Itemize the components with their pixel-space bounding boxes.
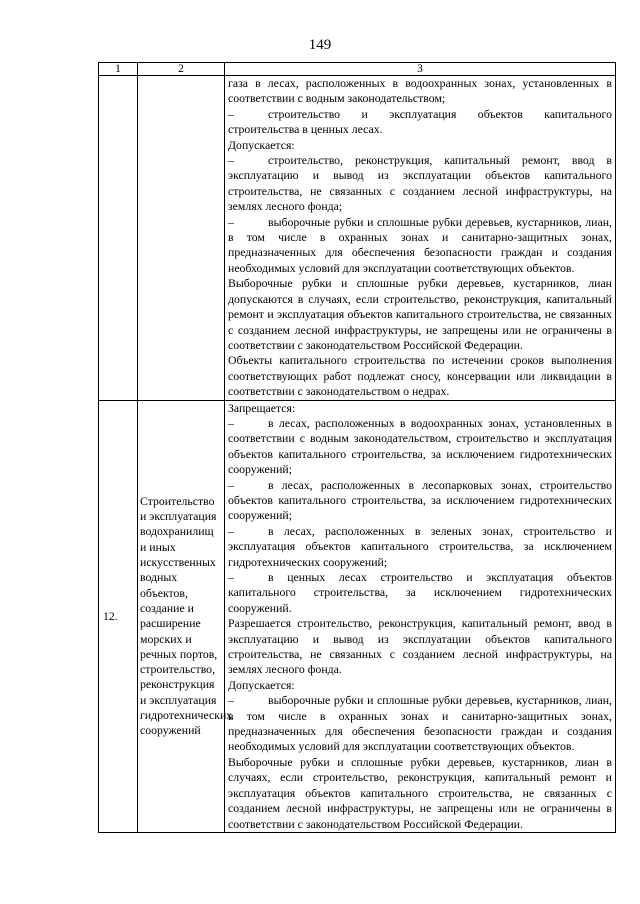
dash-marker: – bbox=[228, 570, 234, 584]
row-description-cell bbox=[225, 76, 616, 401]
row-name-cell: Строительство и эксплуатация водохранилищ и иных искусственных водных объектов, создание и расширение морских и речных портов, строительство, реконструкция и эксплуатация гидротехнических сооружений bbox=[138, 400, 225, 832]
bullet-text: строительство, реконструкция, капитальный ремонт, ввод в эксплуатацию и вывод из эксплуатации объектов капитального строительства, не связанных с созданием лесной инфраструктуры, на землях лесного фонда; bbox=[228, 153, 612, 214]
page-number: 149 bbox=[308, 37, 332, 53]
dash-marker: – bbox=[228, 214, 234, 229]
dash-marker: – bbox=[228, 523, 234, 538]
paragraph: газа в лесах, расположенных в водоохранных зонах, установленных в соответствии с водным законодательством; bbox=[228, 76, 612, 106]
bullet-text: в лесах, расположенных в водоохранных зонах, установленных в соответствии с водным законодательством, строительство и эксплуатация объектов капитального строительства, за исключением гидротехнических сооружений; bbox=[228, 415, 612, 477]
row-number-cell bbox=[99, 76, 138, 401]
row-description bbox=[228, 401, 612, 832]
bullet-item bbox=[228, 215, 612, 277]
column-header-1: 1 bbox=[99, 63, 138, 76]
bullet-text: в лесах, расположенных в зеленых зонах, строительство и эксплуатация объектов капитального строительства, за исключением гидротехнических сооружений; bbox=[228, 523, 612, 569]
bullet-item bbox=[228, 107, 612, 138]
bullet-item bbox=[228, 570, 612, 616]
bullet-text: строительство и эксплуатация объектов капитального строительства в ценных лесах. bbox=[228, 106, 612, 137]
bullet-text: выборочные рубки и сплошные рубки деревьев, кустарников, лиан, в том числе в охранных зонах и санитарно-защитных зонах, предназначенных для обеспечения безопасности граждан и создания необходимых условий для эксплуатации соответствующих объектов. bbox=[228, 693, 612, 754]
dash-marker: – bbox=[228, 153, 234, 168]
paragraph: Объекты капитального строительства по истечении сроков выполнения соответствующих работ подлежат сносу, консервации или ликвидации в соответствии с законодательством о недрах. bbox=[228, 353, 612, 399]
bullet-item bbox=[228, 524, 612, 570]
dash-marker: – bbox=[228, 106, 234, 121]
bullet-item bbox=[228, 416, 612, 478]
dash-marker: – bbox=[228, 477, 234, 492]
paragraph: Допускается: bbox=[228, 677, 295, 692]
paragraph: Допускается: bbox=[228, 137, 295, 152]
bullet-text: в ценных лесах строительство и эксплуатация объектов капитального строительства, за исключением гидротехнических сооружений. bbox=[228, 570, 612, 615]
table-row-continuation bbox=[99, 76, 616, 401]
row-description bbox=[228, 76, 612, 400]
paragraph: Запрещается: bbox=[228, 400, 296, 415]
table-row-12 bbox=[99, 400, 616, 832]
document-table bbox=[98, 62, 616, 833]
table-header-row bbox=[99, 63, 616, 76]
paragraph: Разрешается строительство, реконструкция, капитальный ремонт, ввод в эксплуатацию и вывод из эксплуатации объектов капитального строительства, не связанных с созданием лесной инфраструктуры, на землях лесного фонда. bbox=[228, 616, 612, 677]
paragraph: Выборочные рубки и сплошные рубки деревьев, кустарников, лиан в случаях, если строительство, реконструкция, капитальный ремонт и эксплуатация объектов капитального строительства, не связанных с созданием лесной инфраструктуры, не запрещены или не ограничены в соответствии с законодательством Российской Федерации. bbox=[228, 754, 612, 831]
dash-marker: – bbox=[228, 693, 234, 708]
paragraph: Выборочные рубки и сплошные рубки деревьев, кустарников, лиан допускаются в случаях, если строительство, реконструкция, капитальный ремонт и эксплуатация объектов капитального строительства, не связанных с созданием лесной инфраструктуры, не запрещены или не ограничены в соответствии с законодательством Российской Федерации. bbox=[228, 276, 612, 352]
bullet-item bbox=[228, 153, 612, 215]
column-header-2: 2 bbox=[138, 63, 225, 76]
bullet-item bbox=[228, 693, 612, 755]
row-name-cell bbox=[138, 76, 225, 401]
column-header-3: 3 bbox=[225, 63, 616, 76]
bullet-text: в лесах, расположенных в лесопарковых зонах, строительство объектов капитального строительства, за исключением гидротехнических сооружений; bbox=[228, 477, 612, 523]
bullet-text: выборочные рубки и сплошные рубки деревьев, кустарников, лиан, в том числе в охранных зонах и санитарно-защитных зонах, предназначенных для обеспечения безопасности граждан и создания необходимых условий для эксплуатации соответствующих объектов. bbox=[228, 214, 612, 275]
row-description-cell bbox=[225, 400, 616, 832]
bullet-item bbox=[228, 478, 612, 524]
row-number-cell: 12. bbox=[99, 400, 138, 832]
dash-marker: – bbox=[228, 415, 234, 430]
